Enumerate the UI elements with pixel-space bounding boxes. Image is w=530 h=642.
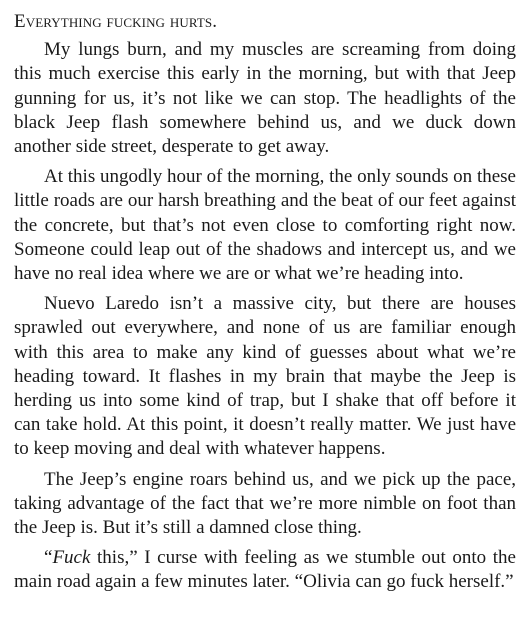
chapter-opening-line: Everything fucking hurts. [14, 11, 218, 32]
paragraph-4: The Jeep’s engine roars behind us, and we pick up the pace, taking advantage of the fact that we’re more nimble on foot than the Jeep is. But it’s still a damned close thing. [14, 468, 516, 539]
paragraph-1: My lungs burn, and my muscles are screaming from doing this much exercise this early in the morning, but with that Jeep gunning for us, it’s not like we can stop. The headlights of the black Jeep flash somewhere behind us, and we duck down another side street, desperate to get away. [14, 39, 516, 158]
dialogue-emphasis: Fuck [52, 547, 91, 569]
dialogue-rest: this,” I curse with feeling as we stumble out onto the main road again a few minutes later. “Olivia can go fuck herself.” [14, 547, 516, 593]
dialogue-open-quote: “ [44, 547, 53, 569]
book-page [14, 10, 516, 595]
paragraph-5-dialogue [14, 546, 516, 594]
paragraph-2: At this ungodly hour of the morning, the only sounds on these little roads are our harsh breathing and the beat of our feet against the concrete, but that’s not even close to comforting right now. Someone could leap out of the shadows and intercept us, and we have no real idea where we are or what we’re heading into. [14, 166, 516, 285]
paragraph-3: Nuevo Laredo isn’t a massive city, but there are houses sprawled out everywhere, and none of us are familiar enough with this area to make any kind of guesses about what we’re heading toward. It flashes in my brain that maybe the Jeep is herding us into some kind of trap, but I shake that off before it can take hold. At this point, it doesn’t really matter. We just have to keep moving and deal with whatever happens. [14, 293, 516, 460]
